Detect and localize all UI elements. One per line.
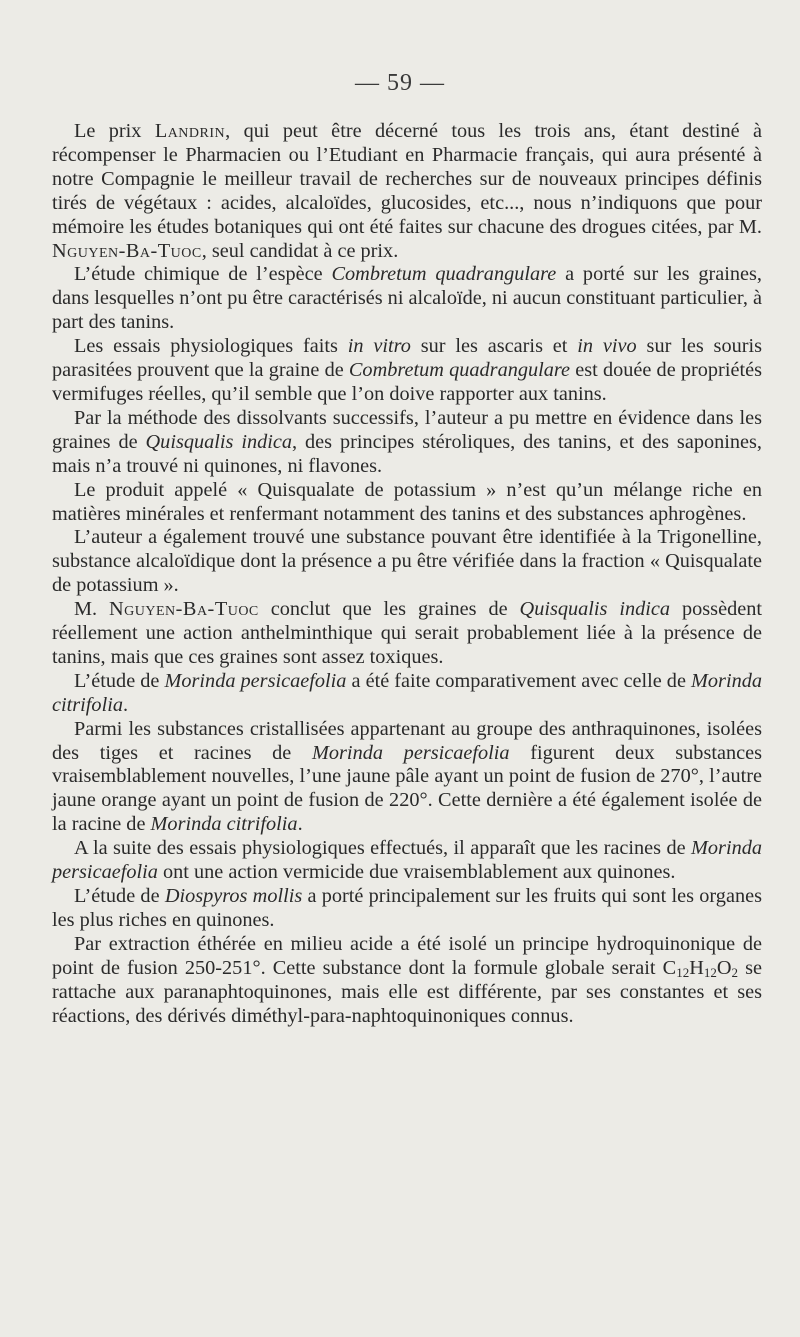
text-run: , seul candidat à ce prix. (201, 239, 399, 262)
text-run: . (122, 693, 129, 716)
author-name: Nguyen-Ba-Tuoc (52, 239, 202, 262)
author-name: Nguyen-Ba-Tuoc (109, 598, 259, 621)
text-run: A la suite des essais physiologiques effectués, il apparaît que les racines de (74, 837, 692, 860)
text-run: , des principes stéroliques, des tanins, et des saponines, mais n’a trouvé ni quinones, ni flavones. (52, 430, 762, 477)
text-run: a porté principalement sur les fruits qui sont les organes les plus riches en quinones. (52, 885, 762, 931)
text-run: . (297, 813, 303, 836)
paragraph (52, 407, 762, 479)
text-run: L’étude chimique de l’espèce (74, 263, 332, 286)
paragraph (52, 885, 762, 933)
italic-run: Morinda persicaefolia (312, 741, 510, 764)
italic-run: Diospyros mollis (164, 885, 303, 907)
text-run: H (689, 956, 704, 979)
paragraph (52, 670, 762, 718)
italic-run: Morinda citrifolia (150, 813, 298, 836)
italic-run: Quisqualis indica (145, 430, 293, 453)
italic-run: Morinda persicaefolia (164, 669, 347, 692)
text-run: possèdent réellement une action anthelminthique qui serait probablement liée à la présence de tanins, mais que ces graines sont assez toxiques. (52, 598, 762, 668)
text-run: sur les souris parasitées prouvent que la graine de (52, 335, 763, 382)
text-run: figurent deux substances vraisemblablement nouvelles, l’une jaune pâle ayant un point de fusion de 270°, l’autre jaune orange ayant un point de fusion de 220°. Cette dernière a été également isolée de la racine de (52, 741, 763, 836)
italic-run: Morinda citrifolia (52, 669, 762, 716)
text-run: Par extraction éthérée en milieu acide a été isolé un principe hydroquinonique de point de fusion 250-251°. Cette substance dont la formule globale serait C (52, 932, 762, 979)
paragraph (52, 335, 762, 407)
text-run: L’auteur a également trouvé une substance pouvant être identifiée à la Trigonelline, substance alcaloïdique dont la présence a pu être vérifiée dans la fraction « Quisqualate de potassium ». (52, 526, 762, 597)
italic-run: in vivo (577, 335, 637, 358)
subscript: 12 (703, 964, 717, 980)
text-run: se rattache aux paranaphtoquinones, mais elle est différente, par ses constantes et ses réactions, des dérivés diméthyl-para-naphtoquinoniques connus. (52, 956, 763, 1027)
paragraph (52, 263, 762, 335)
author-name: Landrin (154, 120, 226, 142)
text-run: O (716, 956, 732, 979)
paragraph (52, 598, 762, 670)
paragraph (52, 837, 762, 885)
text-run: a porté sur les graines, dans lesquelles n’ont pu être caractérisés ni alcaloïde, ni aucun constituant particulier, à part des tanins. (52, 263, 763, 334)
text-run: Parmi les substances cristallisées appartenant au groupe des anthraquinones, isolées des tiges et racines de (52, 717, 762, 764)
text-run: Par la méthode des dissolvants successifs, l’auteur a pu mettre en évidence dans les graines de (52, 406, 762, 453)
italic-run: Combretum quadrangulare (348, 359, 571, 382)
page-number: — 59 — (355, 70, 445, 96)
paragraph (52, 526, 762, 598)
text-run: sur les ascaris et (410, 335, 578, 358)
subscript: 12 (676, 964, 690, 980)
text-run: Le prix (74, 120, 155, 142)
text-run: L’étude de (74, 669, 165, 692)
paragraph (52, 120, 762, 263)
italic-run: Combretum quadrangulare (331, 263, 557, 286)
text-run: Les essais physiologiques faits (74, 335, 348, 358)
text-run: est douée de propriétés vermifuges réelles, qu’il semble que l’on doive rapporter aux tanins. (52, 359, 762, 405)
text-run: ont une action vermicide due vraisemblablement aux quinones. (157, 861, 676, 884)
text-run: a été faite comparativement avec celle de (346, 669, 692, 692)
paragraph (52, 718, 762, 838)
italic-run: in vitro (347, 335, 411, 358)
text-run: M. (74, 598, 110, 621)
italic-run: Quisqualis indica (519, 598, 671, 621)
paragraph (52, 479, 762, 527)
paragraph (52, 933, 762, 1029)
subscript: 2 (731, 964, 738, 980)
text-run: Le produit appelé « Quisqualate de potassium » n’est qu’un mélange riche en matières minérales et renfermant notamment des tanins et des substances aphrogènes. (52, 478, 762, 525)
text-run: , qui peut être décerné tous les trois ans, étant destiné à récompenser le Pharmacien ou l’Etudiant en Pharmacie français, qui aura présenté à notre Compagnie le meilleur travail de recherches sur de nouveaux principes définis tirés de végétaux : acides, alcaloïdes, glucosides, etc..., nous n’indiquons que pour mémoire les études botaniques qui ont été faites sur chacune des drogues citées, par M. (52, 120, 762, 238)
text-run: L’étude de (74, 885, 165, 907)
text-run: conclut que les graines de (258, 598, 520, 621)
italic-run: Morinda persicaefolia (52, 837, 762, 884)
body-text (52, 120, 762, 1028)
